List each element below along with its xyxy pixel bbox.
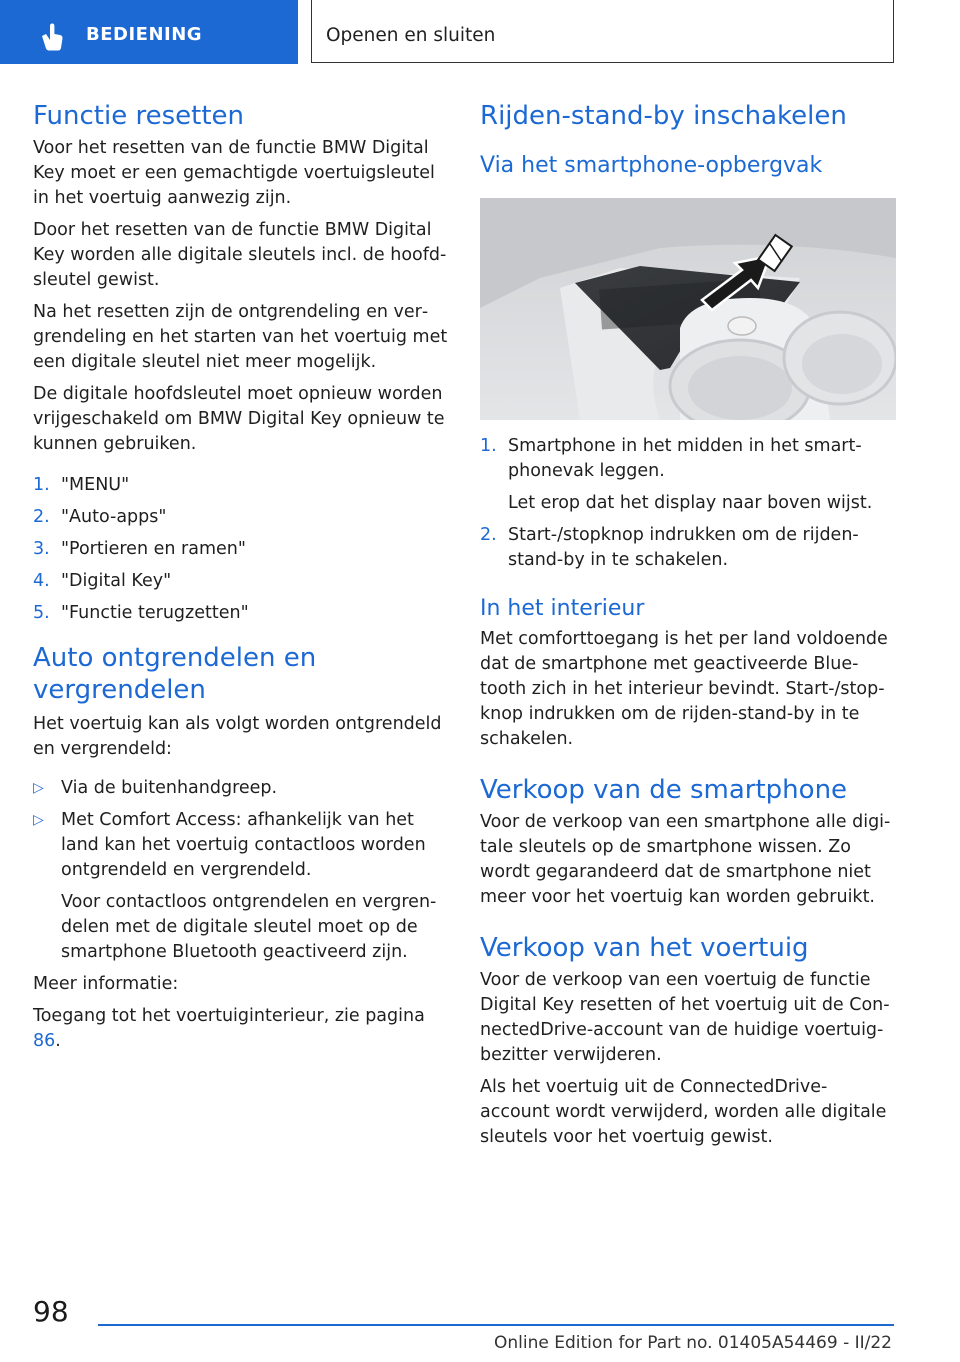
reset-steps-list [33,473,448,626]
heading-standby: Rijden-stand-by inschakelen [480,101,847,131]
list-item: ▷ Via de buitenhandgreep. [33,776,448,801]
list-item: 1. Smartphone in het midden in het smartphonevak leggen. Let erop dat het display naar boven wijst. [480,436,873,513]
triangle-bullet-icon: ▷ [33,812,44,828]
page-number: 98 [33,1295,69,1328]
tray-steps-list [480,434,896,573]
list-item: 2. Start-/stopknop indrukken om de rijden-stand-by in te schakelen. [480,525,859,570]
paragraph: Met comforttoegang is het per land voldoende dat de smartphone met geactiveerde Bluetooth zich in het interieur bevindt. Start-/stopknop indrukken om de rijden-stand-by in te schakelen. [480,629,888,749]
chapter-title: Openen en sluiten [326,25,496,46]
list-item: 1. "MENU" [33,475,130,495]
paragraph: Voor het resetten van de functie BMW Digital Key moet er een gemachtigde voertuigsleutel in het voertuig aanwezig zijn. [33,138,435,208]
section-title: BEDIENING [86,24,203,45]
heading-reset: Functie resetten [33,101,244,131]
paragraph: Na het resetten zijn de ontgrendeling en vergrendeling en het starten van het voertuig met een digitale sleutel niet meer mogelijk. [33,302,448,372]
chapter-header [311,0,894,63]
heading-sell-phone: Verkoop van de smartphone [480,775,848,805]
heading-lock: Auto ontgrendelen en vergrendelen [33,643,317,705]
list-item: 2. "Auto-apps" [33,507,167,527]
paragraph: Meer informatie: [33,974,179,994]
list-item: 4. "Digital Key" [33,571,172,591]
heading-sell-car: Verkoop van het voertuig [480,933,809,963]
paragraph: Voor de verkoop van een smartphone alle digitale sleutels op de smartphone wissen. Zo wordt gegarandeerd dat de smartphone niet meer voor het voertuig kan worden gebruikt. [480,812,891,907]
paragraph: Door het resetten van de functie BMW Digital Key worden alle digitale sleutels incl. de hoofdsleutel gewist. [33,220,447,290]
paragraph: Het voertuig kan als volgt worden ontgrendeld en vergrendeld: [33,714,442,759]
triangle-bullet-icon: ▷ [33,780,44,796]
list-item: 3. "Portieren en ramen" [33,539,246,559]
smartphone-tray-photo [480,198,896,420]
subheading-interior: In het interieur [480,596,645,621]
hand-pointer-icon [36,22,66,52]
edition-info: Online Edition for Part no. 01405A54469 - II/22 [493,1333,892,1353]
page-link[interactable]: 86 [33,1031,56,1051]
console-illustration [480,198,896,420]
cross-reference: Toegang tot het voertuiginterieur, zie pagina 86. [33,1006,425,1051]
paragraph: De digitale hoofdsleutel moet opnieuw worden vrijgeschakeld om BMW Digital Key opnieuw te kunnen gebruiken. [33,384,445,454]
list-item: 5. "Functie terugzetten" [33,603,249,623]
right-column [480,100,896,1157]
paragraph: Als het voertuig uit de ConnectedDrive-account wordt verwijderd, worden alle digitale sleutels voor het voertuig gewist. [480,1077,887,1147]
list-item: ▷ Met Comfort Access: afhankelijk van het land kan het voertuig contactloos worden ontgrendeld en vergrendeld. Voor contactloos ontgrendelen en vergrendelen met de digitale sleutel moet op de smartphone Bluetooth geactiveerd zijn. [33,808,448,965]
section-tab [0,0,298,64]
paragraph: Voor de verkoop van een voertuig de functie Digital Key resetten of het voertuig uit de ConnectedDrive-account van de huidige voertuigbezitter verwijderen. [480,970,890,1065]
lock-bullet-list [33,776,448,965]
left-column [33,100,448,1061]
subheading-tray: Via het smartphone-opbergvak [480,153,823,178]
footer-divider [98,1324,894,1326]
